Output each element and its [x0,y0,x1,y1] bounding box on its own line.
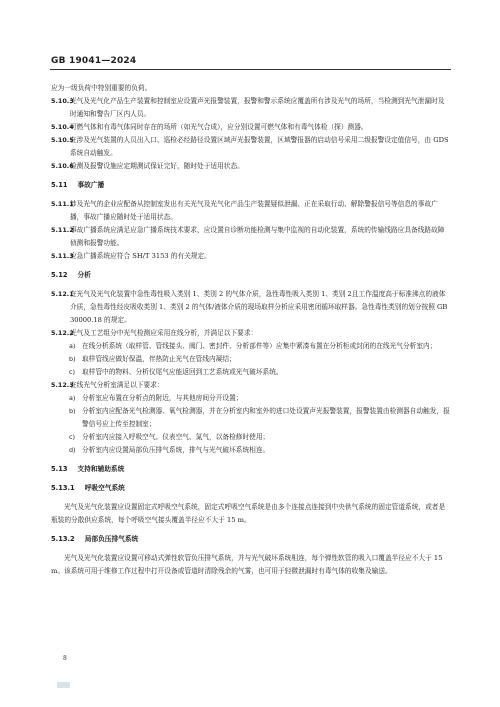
clause-5-11-2 [51,224,451,250]
clause-text: 应急广播系统应符合 SH/T 3153 的有关规定。 [70,252,211,260]
clause-number: 5.10.4 [51,123,74,131]
section-title: 事故广播 [77,181,105,189]
section-number: 5.13 [51,465,68,473]
standard-number: GB 19041—2024 [51,56,137,66]
list-item-text: 分析室内应接入呼吸空气、仪表空气、氮气，以备检修时使用； [82,433,270,441]
clause-text: 在光气及光气化装置中急性毒性吸入类别 1、类别 2 的气体介质，急性毒性吸入类别 1、类别 2且工作温度高于标准沸点的液体介质，急性毒性经皮吸收类别 1、类别 2 的气体/液体介质的现场取样分析应采用密闭循环取样器。急性毒性类别的划分按照 GB 30000.18 的规定。 [70,290,448,324]
document-body [51,82,451,578]
clause-number: 5.11.2 [51,226,74,234]
clause-5-10-6 [51,160,451,173]
text-line: 应为一级负荷中特别重要的负荷。 [51,84,152,92]
corner-mark [57,682,70,688]
section-number: 5.13.2 [51,535,75,543]
section-title: 呼吸空气系统 [84,484,125,492]
clause-text: 检测及报警设施应定期测试保证完好，随时处于适用状态。 [70,162,244,170]
list-item [51,444,451,457]
clause-5-12-1 [51,288,451,327]
section-title: 支持和辅助系统 [77,465,125,473]
list-marker: a) [69,394,76,402]
clause-number: 5.11.3 [51,252,74,260]
section-heading-5-11 [51,179,451,192]
section-number: 5.11 [51,181,68,189]
clause-text: 光气及光气化产品生产装置和控制室应设置声光报警装置，报警和警示系统应覆盖所有涉及光气的场所，当检测到光气泄漏时及时通知和警告厂区内人员。 [70,97,445,118]
list-item [51,366,451,379]
clause-text: 可燃气体和有毒气体同时存在的场所（如光气合成），应分别设置可燃气体和有毒气体检（探）测器。 [70,123,368,131]
list-marker: c) [69,368,76,376]
clause-number: 5.10.6 [51,162,74,170]
clause-5-12-2 [51,327,451,340]
list-item-text: 分析室内应配备光气检测器、氧气检测器，并在分析室内和室外的进口处设置声光报警装置，报警装置由检测器自动触发，报警信号应上传至控制室； [82,407,450,428]
list-item-text: 取样管中的物料、分析仪尾气应能返回到工艺系统或光气破坏系统。 [82,368,283,376]
list-marker: a) [69,342,76,350]
clause-5-10-4 [51,121,451,134]
page-number: 8 [63,655,67,662]
list-item-text: 取样管线应做好保温，伴热防止光气在管线内凝结； [82,355,236,363]
clause-text: 光气及工艺组分中光气检测应采用在线分析，并满足以下要求： [70,329,258,337]
clause-number: 5.12.1 [51,290,74,298]
section-title: 分析 [77,271,91,279]
list-item [51,340,451,353]
body-paragraph: 光气及光气化装置应设置可移动式弹性软管负压排气系统，并与光气破坏系统相连，每个弹性软管的吸入口覆盖半径应不大于 15 m。该系统可用于维修工作过程中打开设备或管道时清除残余的气雾，也可用于轻微泄漏时有毒气体的收集及输送。 [51,554,443,575]
clause-text: 事故广播系统应满足应急广播系统技术要求，应设置自诊断功能检测与集中监视的自动化装置，系统的传输线路应具备线路故障侦测和报警功能。 [70,226,445,247]
section-title: 局部负压排气系统 [84,535,139,543]
clause-number: 5.12.3 [51,381,74,389]
list-marker: d) [69,446,76,454]
list-marker: b) [69,355,76,363]
clause-5-10-5 [51,134,451,160]
section-number: 5.13.1 [51,484,75,492]
section-heading-5-13-2 [51,533,451,546]
body-paragraph: 光气及光气化装置应设置固定式呼吸空气系统，固定式呼吸空气系统是由多个连接点连接到中央供气系统的固定管道系统，或者是瓶装的分散供应系统，每个呼吸空气接头覆盖半径应不大于 15 m。 [51,503,446,524]
clause-number: 5.10.3 [51,97,74,105]
list-item-text: 在线分析系统（取样管、管线接头、阀门、密封件、分析部件等）应集中紧凑布置在分析柜或封闭的在线光气分析室内； [82,342,437,350]
clause-number: 5.12.2 [51,329,74,337]
clause-text: 在涉及光气装置的人员出入口、巡检必经路径设置区域声光报警装置，区域警报器的启动信号采用二级报警设定值信号，由 GDS 系统自动触发。 [70,136,449,157]
list-item [51,431,451,444]
clause-5-11-3 [51,250,451,263]
list-marker: c) [69,433,76,441]
clause-number: 5.11.1 [51,200,74,208]
clause-number: 5.10.5 [51,136,74,144]
list-item [51,353,451,366]
list-item-text: 分析室应布置在分析点的附近，与其他房间分开设置； [82,394,243,402]
list-marker: b) [69,407,76,415]
section-heading-5-13 [51,463,451,476]
clause-text: 在线光气分析室满足以下要求： [70,381,164,389]
header-divider [50,69,451,70]
section-heading-5-13-1 [51,482,451,495]
clause-5-12-3 [51,379,451,392]
clause-5-10-3 [51,95,451,121]
clause-text: 涉及光气的企业应配备从控制室发出有关光气及光气化产品生产装置疑似泄漏、正在采取行动、解除警报信号等信息的事故广播，事故广播应随时处于适用状态。 [70,200,438,221]
list-item [51,405,451,431]
list-item-text: 分析室内应设置局部负压排气系统，排气与光气破坏系统相连。 [82,446,270,454]
list-item [51,392,451,405]
section-number: 5.12 [51,271,68,279]
section-heading-5-12 [51,269,451,282]
clause-5-11-1 [51,198,451,224]
